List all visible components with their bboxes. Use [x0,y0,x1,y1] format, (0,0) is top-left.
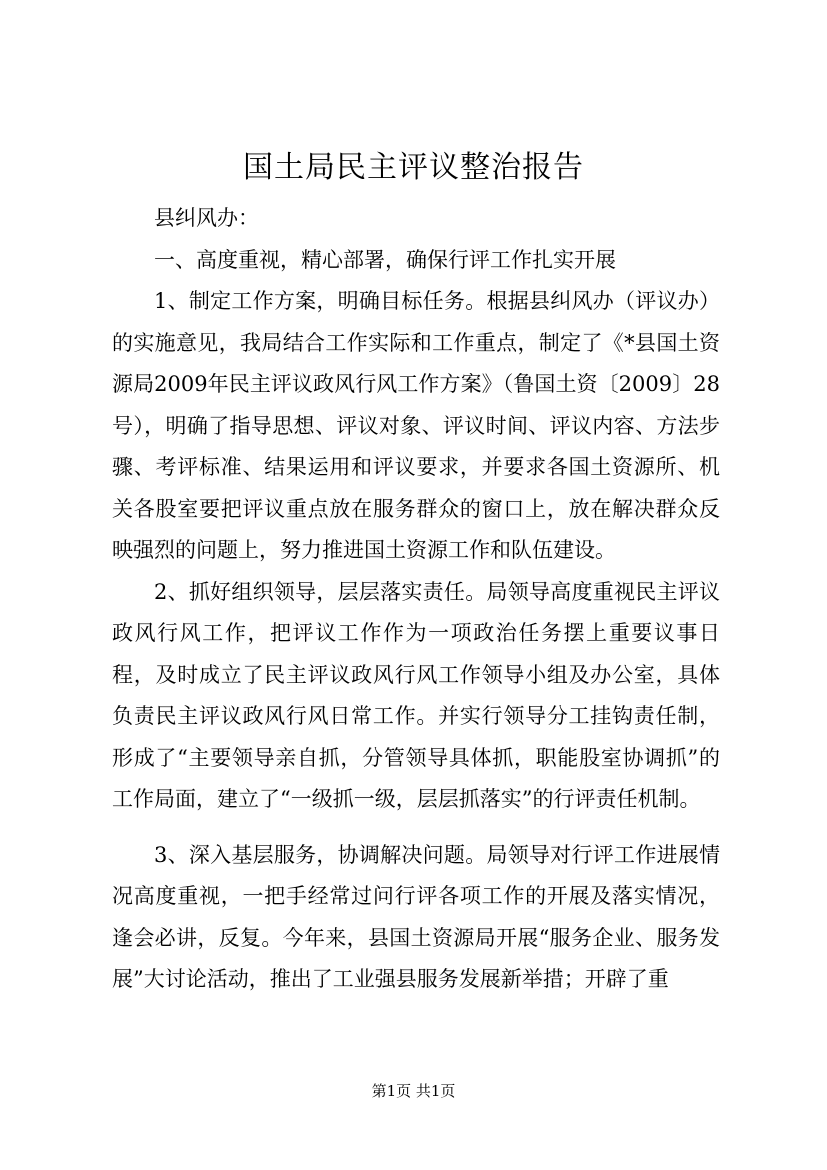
paragraph-3: 3、深入基层服务，协调解决问题。局领导对行评工作进展情况高度重视，一把手经常过问行评各项工作的开展及落实情况，逢会必讲，反复。今年来，县国土资源局开展“服务企业、服务发展”大讨论活动，推出了工业强县服务发展新举措；开辟了重 [112,842,720,991]
paragraph-1: 1、制定工作方案，明确目标任务。根据县纠风办（评议办）的实施意见，我局结合工作实际和工作重点，制定了《*县国土资源局2009年民主评议政风行风工作方案》（鲁国土资〔2009〕28号），明确了指导思想、评议对象、评议时间、评议内容、方法步骤、考评标准、结果运用和评议要求，并要求各国土资源所、机关各股室要把评议重点放在服务群众的窗口上，放在解决群众反映强烈的问题上，努力推进国土资源工作和队伍建设。 [112,289,720,562]
document-title: 国土局民主评议整治报告 [243,150,584,185]
document-body [112,198,720,1001]
page-number: 第1页 共1页 [371,1082,456,1100]
paragraph-2: 2、抓好组织领导，层层落实责任。局领导高度重视民主评议政风行风工作，把评议工作作为一项政治任务摆上重要议事日程，及时成立了民主评议政风行风工作领导小组及办公室，具体负责民主评议政风行风日常工作。并实行领导分工挂钩责任制，形成了“主要领导亲自抓，分管领导具体抓，职能股室协调抓”的工作局面，建立了“一级抓一级，层层抓落实”的行评责任机制。 [112,579,720,811]
section-heading: 一、高度重视，精心部署，确保行评工作扎实开展 [154,247,616,272]
salutation: 县纠风办： [154,206,259,230]
